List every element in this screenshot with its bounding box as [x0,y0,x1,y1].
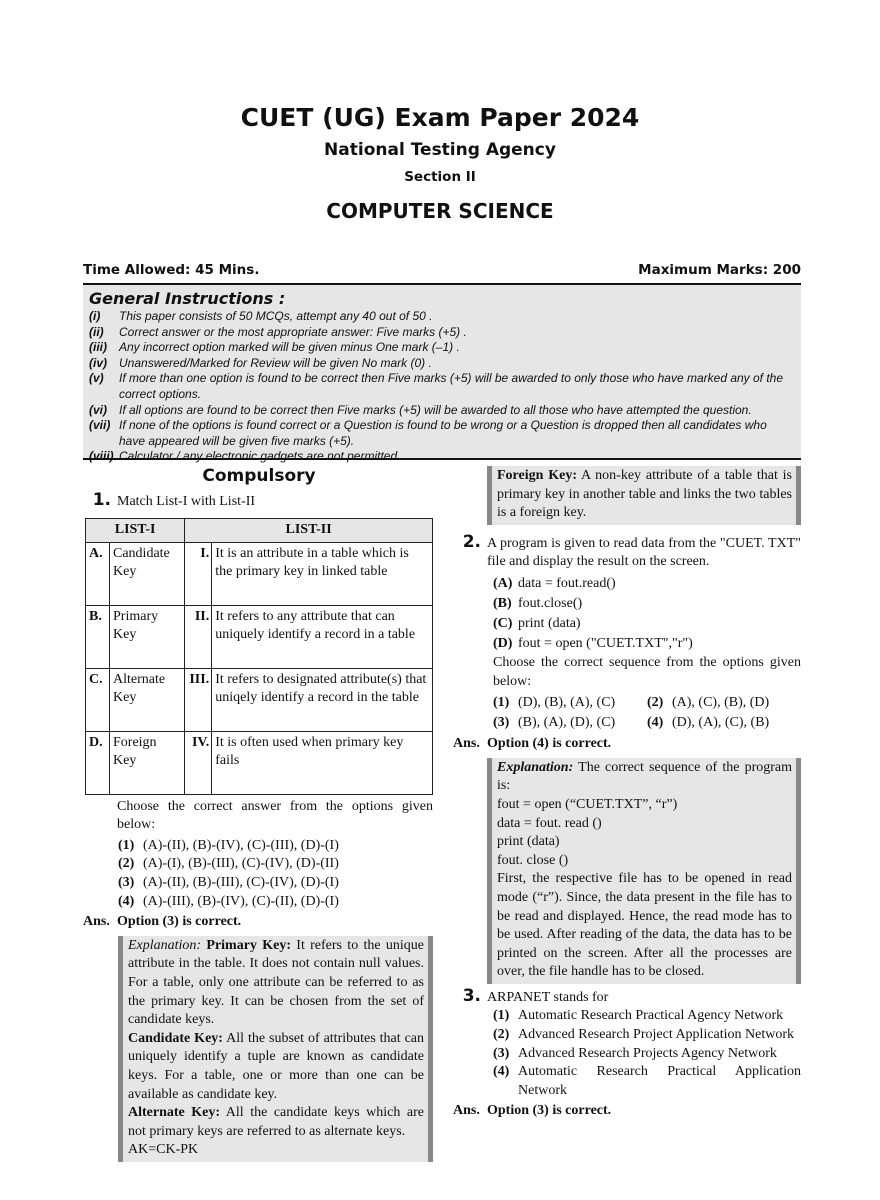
option-number: (1) [118,837,135,853]
instruction-number: (i) [89,309,101,323]
option-2[interactable] [85,855,433,874]
code-line: fout = open (“CUET.TXT”, “r”) [497,796,678,812]
option-2[interactable] [647,693,801,713]
list-1-item: Primary Key [110,605,185,668]
instruction-number: (vi) [89,402,107,417]
option-text: (A)-(III), (B)-(IV), (C)-(II), (D)-(I) [143,893,339,909]
choose-text: Choose the correct answer from the options given below: [117,798,433,833]
option-3[interactable] [455,614,801,634]
table-row [86,542,433,605]
code-line: fout. close () [497,852,569,868]
instruction-item [89,449,795,465]
instruction-item [89,356,795,372]
table-row [86,605,433,668]
instructions-heading: General Instructions : [89,289,286,308]
option-text: (A)-(II), (B)-(IV), (C)-(III), (D)-(I) [143,837,339,853]
question-text: ARPANET stands for [487,989,609,1005]
options-row [455,693,801,713]
option-text: Advanced Research Projects Agency Network [518,1045,777,1061]
option-number: (1) [493,695,510,711]
agency-name: National Testing Agency [324,140,556,160]
option-3[interactable] [493,713,647,733]
instruction-item [89,418,795,449]
table-row [86,731,433,794]
instruction-item [89,403,795,419]
option-text: (D), (A), (C), (B) [672,715,770,731]
choose-text: Choose the correct sequence from the options given below: [493,654,801,689]
option-number: (2) [647,695,664,711]
instruction-item [89,371,795,402]
instruction-number: (iv) [89,355,107,370]
option-4[interactable] [85,893,433,912]
foreign-key-label: Foreign Key: [497,468,577,483]
list-1-item: Candidate Key [110,542,185,605]
option-4[interactable] [647,713,801,733]
option-number: (1) [493,1008,510,1024]
list-1-item: Alternate Key [110,668,185,731]
answer-text: Option (3) is correct. [487,1103,612,1119]
instruction-item [89,340,795,356]
option-1[interactable] [85,837,433,856]
list-2-item: It is an attribute in a table which is the primary key in linked table [212,542,433,605]
option-text: (D), (B), (A), (C) [518,695,616,711]
general-instructions [83,283,801,464]
foreign-key-box [487,466,801,525]
answer-text: Option (4) is correct. [487,736,612,752]
question-1 [85,490,433,512]
answer-label: Ans. [453,736,480,752]
option-number: (3) [493,715,510,731]
list-2-numeral: III. [185,668,212,731]
option-number: (A) [493,575,513,591]
explanation-label: Explanation: [128,937,202,953]
option-1[interactable] [455,1007,801,1026]
instruction-number: (viii) [89,449,114,464]
exam-meta [83,262,801,278]
alternate-key-text: All the candidate keys which are not primary keys are referred to as alternate keys. [128,1105,424,1139]
option-text: fout.close() [518,595,583,611]
primary-key-text: It refers to the unique attribute in the table. It does not contain null values. For a table, only one attribute can be referred to as the primary key. It can be chosen from the set of candidate keys. [128,937,424,1028]
right-column [455,466,801,1125]
option-text: data = fout.read() [518,575,616,591]
question-text: Match List-I with List-II [117,494,256,509]
list-1-letter: D. [86,731,110,794]
instruction-number: (ii) [89,324,104,339]
list-1-letter: C. [86,668,110,731]
list-1-item: Foreign Key [110,731,185,794]
option-text: Automatic Research Practical Agency Network [518,1008,784,1024]
instruction-number: (vii) [89,418,111,433]
list-1-header: LIST-I [86,518,185,542]
option-number: (4) [118,893,135,909]
instruction-text: Calculator / any electronic gadgets are not permitted. [119,449,401,464]
match-table [85,518,433,795]
option-number: (D) [493,635,513,651]
instruction-text: If none of the options is found correct or a Question is found to be wrong or a Question is dropped then all candidates who have appeared will be given five marks (+5). [119,418,767,448]
foreign-key-text: A non-key attribute of a table that is primary key in another table and links the two tables is a foreign key. [497,468,792,521]
explanation-label: Explanation: [497,759,574,775]
instruction-item [89,309,795,325]
question-number: 3. [462,985,481,1006]
list-2-numeral: II. [185,605,212,668]
instruction-text: If all options are found to be correct then Five marks (+5) will be awarded to all those who have attempted the question. [119,402,752,417]
list-2-header: LIST-II [185,518,433,542]
options-row [455,713,801,733]
question-number: 2. [462,531,481,552]
explanation-box [487,758,801,984]
list-2-numeral: IV. [185,731,212,794]
option-number: (2) [118,856,135,872]
list-2-numeral: I. [185,542,212,605]
explanation-box [118,936,433,1162]
list-2-item: It refers to designated attribute(s) that uniqely identify a record in the table [212,668,433,731]
code-line: data = fout. read () [497,815,602,831]
answer-label: Ans. [453,1103,480,1119]
alternate-key-label: Alternate Key: [128,1105,221,1121]
option-number: (C) [493,615,513,631]
instruction-text: Unanswered/Marked for Review will be given No mark (0) . [119,355,432,370]
list-1-letter: A. [86,542,110,605]
option-text: (A)-(II), (B)-(III), (C)-(IV), (D)-(I) [143,874,339,890]
instruction-item [89,325,795,341]
page-title: CUET (UG) Exam Paper 2024 [240,103,640,132]
answer-text: Option (3) is correct. [117,914,242,930]
explanation-body: First, the respective file has to be opened in read mode (“r”). Since, the data present in the file has to be read and displayed. Hence, the read mode has to be used. After reading of the data, the data has to be printed on the screen. After all the processes are over, the file handle has to be closed. [497,871,792,980]
instruction-text: This paper consists of 50 MCQs, attempt any 40 out of 50 . [119,309,433,323]
alternate-key-formula: AK=CK-PK [128,1142,199,1158]
option-text: Automatic Research Practical Application Network [518,1064,801,1098]
option-4[interactable] [455,634,801,654]
question-number: 1. [92,490,111,510]
time-allowed: Time Allowed: 45 Mins. [83,262,260,278]
answer [453,735,801,754]
section-label: Section II [404,169,476,185]
option-text: (A), (C), (B), (D) [672,695,770,711]
instruction-text: Correct answer or the most appropriate answer: Five marks (+5) . [119,324,467,339]
table-row [86,668,433,731]
explanation-intro: The correct sequence of the program is: [497,759,792,794]
answer-label: Ans. [83,914,110,930]
answer [83,913,433,932]
answer [453,1102,801,1121]
compulsory-heading: Compulsory [202,466,316,486]
instruction-text: Any incorrect option marked will be given minus One mark (–1) . [119,340,460,355]
option-1[interactable] [493,693,647,713]
option-text: fout = open ("CUET.TXT","r") [518,635,693,651]
list-2-item: It is often used when primary key fails [212,731,433,794]
code-line: print (data) [497,834,560,850]
option-3[interactable] [85,874,433,893]
option-number: (2) [493,1027,510,1043]
option-number: (3) [493,1045,510,1061]
question-text: A program is given to read data from the "CUET. TXT" file and display the result on the screen. [487,535,801,570]
candidate-key-label: Candidate Key: [128,1030,223,1046]
option-text: Advanced Research Project Application Network [518,1027,795,1043]
option-number: (4) [493,1064,510,1080]
option-2[interactable] [455,1026,801,1045]
option-1[interactable] [455,574,801,594]
option-3[interactable] [455,1045,801,1064]
list-1-letter: B. [86,605,110,668]
option-number: (3) [118,874,135,890]
candidate-key-text: All the subset of attributes that can uniquely identify a tuple are known as candidate keys. For a table, one or more than one can be available as candidate key. [128,1030,424,1102]
option-text: (A)-(I), (B)-(III), (C)-(IV), (D)-(II) [143,856,339,872]
list-2-item: It refers to any attribute that can uniquely identify a record in a table [212,605,433,668]
question-3 [455,986,801,1008]
option-text: (B), (A), (D), (C) [518,715,616,731]
max-marks: Maximum Marks: 200 [638,262,801,278]
subject-title: COMPUTER SCIENCE [326,199,554,223]
left-column [85,466,433,1162]
option-number: (4) [647,715,664,731]
option-number: (B) [493,595,512,611]
option-2[interactable] [455,594,801,614]
instruction-number: (v) [89,371,104,386]
question-2 [455,532,801,572]
instruction-number: (iii) [89,340,107,355]
option-4[interactable] [455,1063,801,1100]
instruction-text: If more than one option is found to be correct then Five marks (+5) will be awarded to only those who have marked any of the correct options. [119,371,784,401]
option-text: print (data) [518,615,581,631]
primary-key-label: Primary Key: [206,937,291,953]
